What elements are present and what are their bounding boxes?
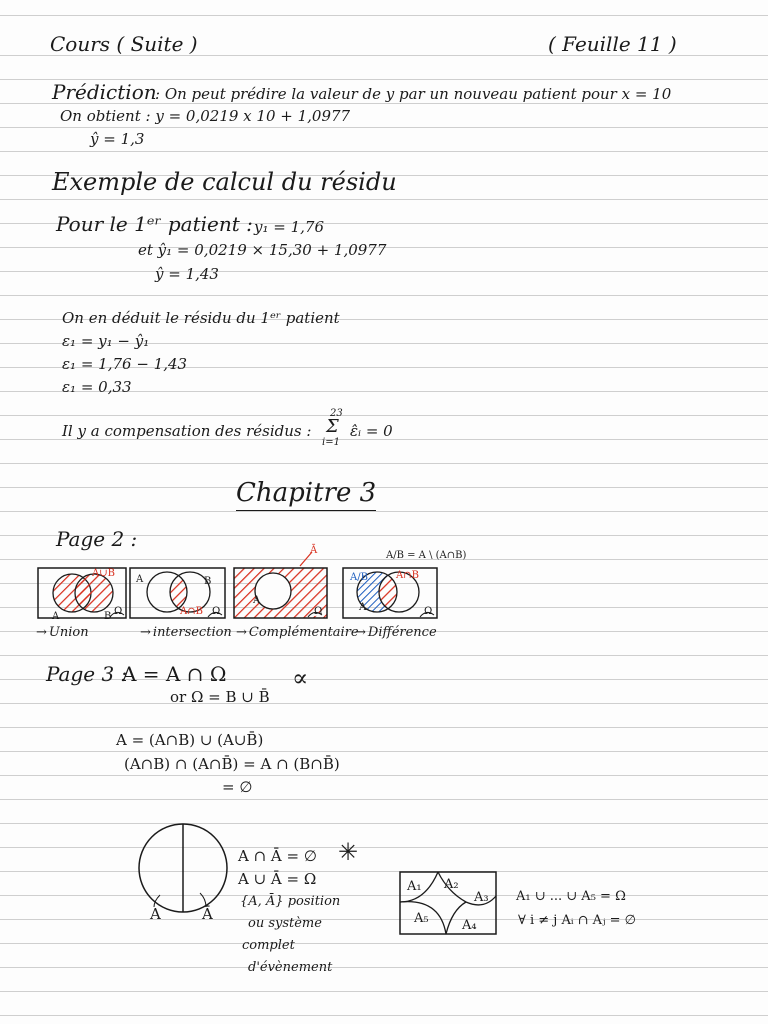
sum-symbol: Σ: [326, 416, 339, 437]
partition-text-1: {A, Ā} position: [240, 894, 341, 909]
compensation-text: Il y a compensation des résidus :: [62, 422, 312, 440]
complement-a-label: A: [253, 595, 261, 606]
union-a-label: A: [52, 611, 60, 622]
yhat-formula: et ŷ₁ = 0,0219 × 15,30 + 1,0977: [138, 241, 387, 259]
partition-text-2: ou système: [248, 916, 322, 931]
header-right: ( Feuille 11 ): [548, 32, 677, 56]
residual-eq2: ε₁ = 1,76 − 1,43: [62, 355, 188, 373]
inter-omega-label: Ω: [212, 606, 221, 617]
union-label: A∪B: [92, 568, 115, 579]
cell-a2: A₂: [444, 877, 459, 892]
star-symbol: ✳: [338, 838, 359, 866]
bottom-eq1: A ∩ Ā = ∅: [238, 847, 317, 865]
sum-top: 23: [330, 408, 343, 419]
prediction-result: ŷ = 1,3: [90, 130, 145, 148]
prediction-text: : On peut prédire la valeur de y par un nouveau patient pour x = 10: [155, 85, 672, 103]
caption-union: → Union: [36, 624, 89, 642]
header-left: Cours ( Suite ): [50, 32, 198, 56]
circle-abar-label: Ā: [202, 905, 213, 923]
difference-definition: A/B = A \ (A∩B): [386, 550, 467, 561]
example-title: Exemple de calcul du résidu: [52, 168, 397, 196]
page2-label: Page 2 :: [56, 527, 138, 551]
inter-a-label: A: [136, 574, 144, 585]
complement-omega-label: Ω: [314, 606, 323, 617]
caption-difference: → Différence: [355, 624, 437, 642]
page3-line5: = ∅: [222, 778, 253, 796]
page3-line4: (A∩B) ∩ (A∩B̄) = A ∩ (B∩B̄): [124, 755, 340, 773]
prediction-title: Prédiction: [52, 80, 157, 104]
complement-circle: [139, 824, 227, 912]
page3-label: Page 3 :: [46, 662, 128, 686]
cell-a3: A₃: [474, 890, 489, 905]
union-omega-label: Ω: [114, 606, 123, 617]
residual-eq3: ε₁ = 0,33: [62, 378, 132, 396]
circle-a-label: A: [150, 905, 161, 923]
difference-omega-label: Ω: [424, 606, 433, 617]
difference-and-label: A∩B: [396, 570, 419, 581]
union-equation: A₁ ∪ ... ∪ A₅ = Ω: [516, 889, 626, 904]
intersection-equation: ∀ i ≠ j Aᵢ ∩ Aⱼ = ∅: [518, 913, 636, 928]
bottom-eq2: A ∪ Ā = Ω: [238, 870, 317, 888]
residual-intro: On en déduit le résidu du 1ᵉʳ patient: [62, 309, 340, 327]
prediction-obtain: On obtient : y = 0,0219 x 10 + 1,0977: [60, 107, 351, 125]
caption-complement: → Complémentaire: [236, 624, 359, 642]
sum-bottom: i=1: [322, 437, 340, 448]
inter-b-label: B: [204, 576, 212, 587]
chapter-title: Chapitre 3: [236, 478, 376, 511]
difference-amb-label: A/B: [350, 572, 368, 583]
partition-text-4: d'évènement: [248, 960, 333, 975]
sum-term: ε̂ᵢ = 0: [350, 422, 393, 440]
residual-eq1: ε₁ = y₁ − ŷ₁: [62, 332, 150, 350]
complement-abar-label: Ā: [310, 545, 318, 556]
union-b-label: B: [104, 611, 112, 622]
partition-text-3: complet: [242, 938, 295, 953]
inter-and-label: A∩B: [180, 606, 203, 617]
yhat-value: ŷ = 1,43: [155, 265, 219, 283]
page3-line2: or Ω = B ∪ B̄: [170, 688, 270, 706]
cell-a4: A₄: [462, 918, 477, 933]
y1-value: y₁ = 1,76: [254, 218, 324, 236]
page3-line1: A = A ∩ Ω: [122, 662, 227, 686]
page3-line3: A = (A∩B) ∪ (A∪B̄): [116, 731, 264, 749]
first-patient: Pour le 1ᵉʳ patient :: [56, 212, 253, 236]
caption-intersection: → intersection: [140, 624, 232, 642]
alpha-symbol: ∝: [292, 664, 309, 692]
cell-a1: A₁: [407, 879, 422, 894]
cell-a5: A₅: [414, 911, 429, 926]
difference-a-label: A: [359, 602, 367, 613]
